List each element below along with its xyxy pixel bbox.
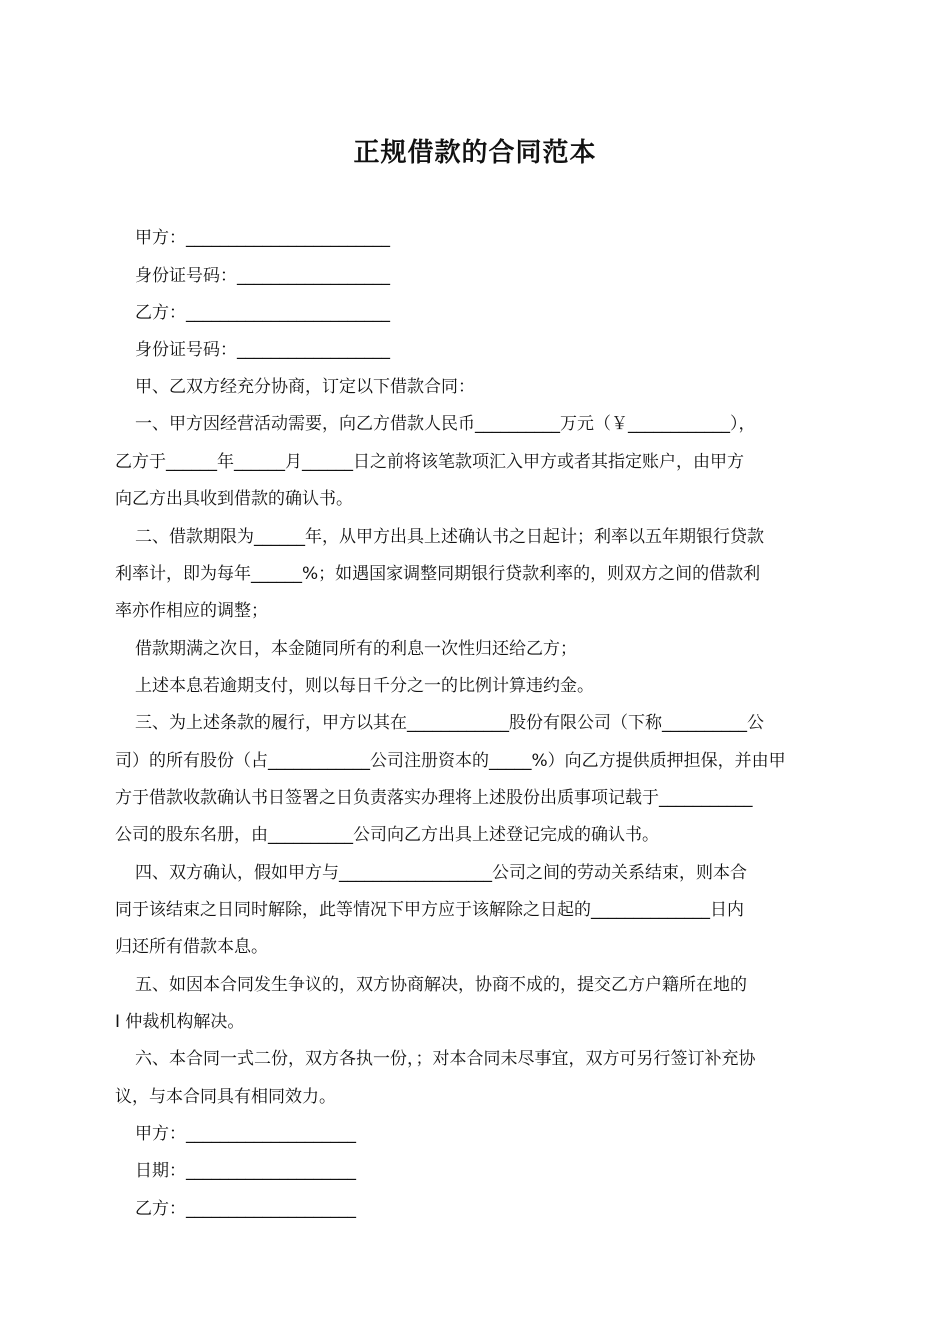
clause-2-line-1: 二、借款期限为______年，从甲方出具上述确认书之日起计；利率以五年期银行贷款 (135, 527, 764, 547)
clause-4-line-3: 归还所有借款本息。 (115, 937, 268, 957)
clause-2-line-5: 上述本息若逾期支付，则以每日千分之一的比例计算违约金。 (135, 676, 594, 696)
party-a-id-line: 身份证号码：__________________ (135, 266, 390, 286)
signature-party-b: 乙方：____________________ (135, 1199, 356, 1219)
document-title: 正规借款的合同范本 (353, 138, 597, 168)
clause-4-line-2: 同于该结束之日同时解除，此等情况下甲方应于该解除之日起的______________日内 (115, 900, 744, 920)
clause-1-line-2: 乙方于______年______月______日之前将该笔款项汇入甲方或者其指定账户，由甲方 (115, 452, 744, 472)
signature-party-a: 甲方：____________________ (135, 1124, 356, 1144)
clause-2-line-3: 率亦作相应的调整； (115, 601, 268, 621)
clause-5-line-2: I 仲裁机构解决。 (115, 1012, 245, 1032)
clause-1-line-1: 一、甲方因经营活动需要，向乙方借款人民币__________万元（￥____________）， (135, 414, 756, 434)
clause-2-line-4: 借款期满之次日，本金随同所有的利息一次性归还给乙方； (135, 639, 577, 659)
clause-2-line-2: 利率计，即为每年______%；如遇国家调整同期银行贷款利率的，则双方之间的借款利 (115, 564, 761, 584)
signature-date: 日期：____________________ (135, 1161, 356, 1181)
clause-4-line-1: 四、双方确认，假如甲方与__________________公司之间的劳动关系结束，则本合 (135, 863, 747, 883)
clause-6-line-2: 议，与本合同具有相同效力。 (115, 1087, 336, 1107)
clause-3-line-3: 方于借款收款确认书日签署之日负责落实办理将上述股份出质事项记载于___________ (115, 788, 753, 808)
clause-1-line-3: 向乙方出具收到借款的确认书。 (115, 489, 353, 509)
clause-3-line-2: 司）的所有股份（占____________公司注册资本的_____%）向乙方提供质押担保，并由甲 (115, 751, 786, 771)
party-b-line: 乙方：________________________ (135, 303, 390, 323)
party-a-line: 甲方：________________________ (135, 228, 390, 248)
clause-3-line-1: 三、为上述条款的履行，甲方以其在____________股份有限公司（下称__________公 (135, 713, 764, 733)
clause-6-line-1: 六、本合同一式二份，双方各执一份，；对本合同未尽事宜，双方可另行签订补充协 (135, 1049, 756, 1069)
intro-paragraph: 甲、乙双方经充分协商，订定以下借款合同： (135, 377, 475, 397)
party-b-id-line: 身份证号码：__________________ (135, 340, 390, 360)
clause-5-line-1: 五、如因本合同发生争议的，双方协商解决，协商不成的，提交乙方户籍所在地的 (135, 975, 747, 995)
clause-3-line-4: 公司的股东名册，由__________公司向乙方出具上述登记完成的确认书。 (115, 825, 659, 845)
